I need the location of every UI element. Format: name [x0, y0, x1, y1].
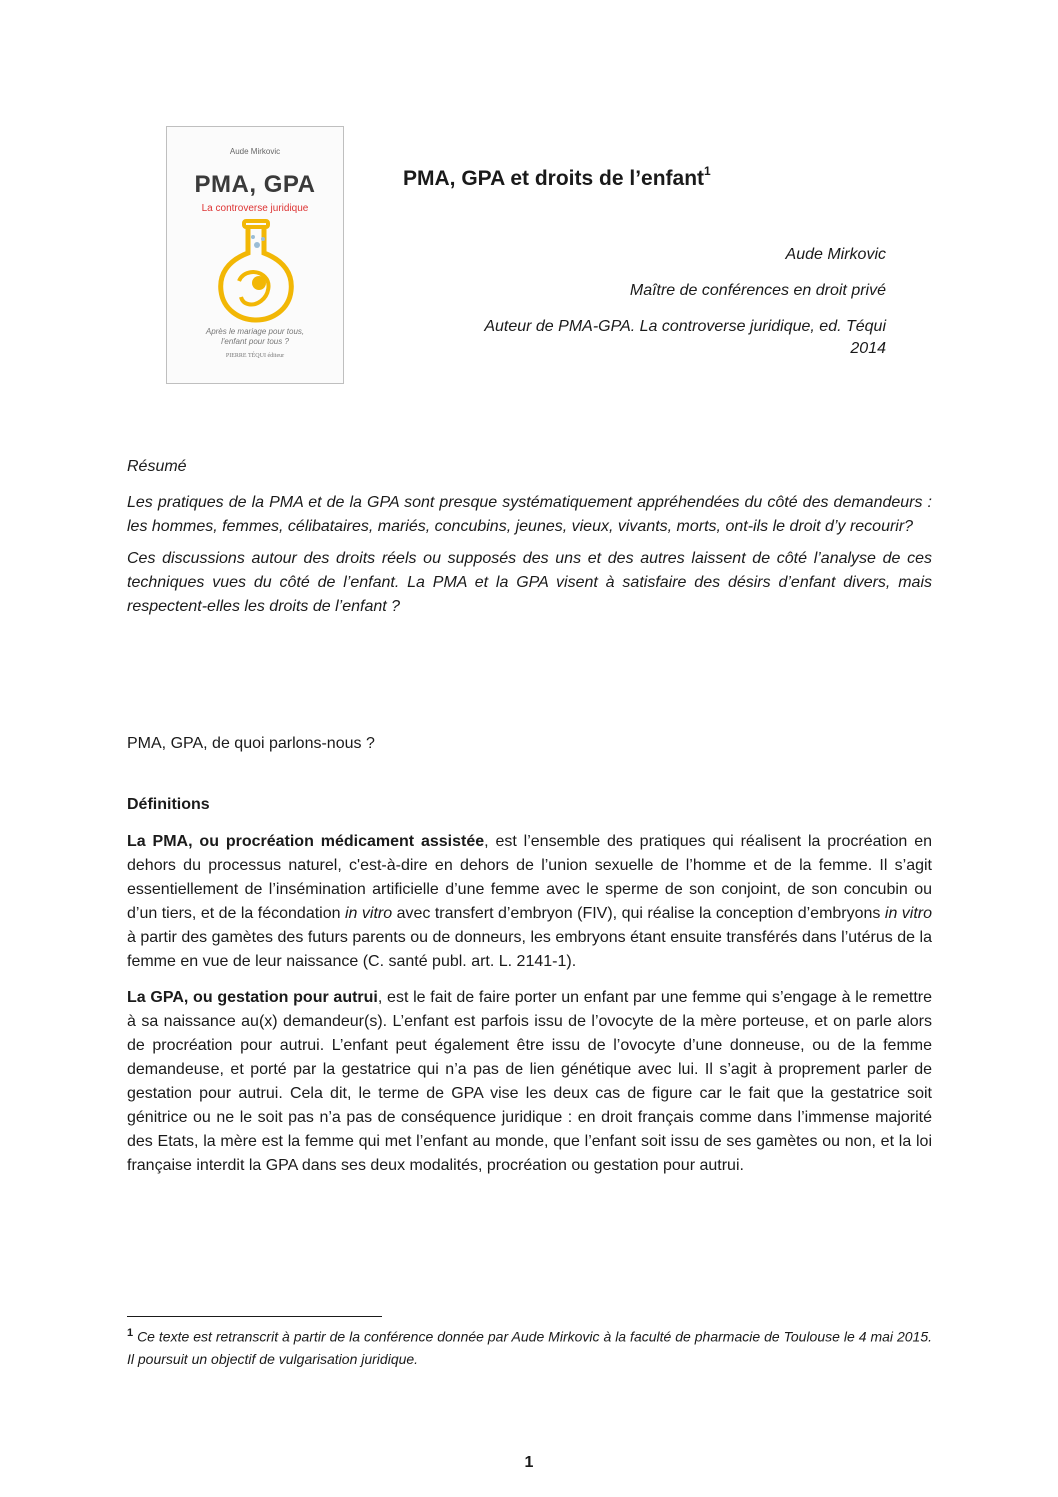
flask-embryo-icon: [217, 219, 295, 323]
pma-term: La PMA, ou procréation médicament assistée: [127, 833, 485, 850]
abstract: [127, 455, 932, 627]
footnote-ref[interactable]: 1: [704, 164, 711, 178]
document-title: PMA, GPA et droits de l’enfant$^1$: [403, 164, 711, 190]
abstract-paragraph: Ces discussions autour des droits réels ou supposés des uns et des autres laissent de côté l’analyse de ces techniques vues du côté de l’enfant. La PMA et la GPA visent à satisfaire des désirs d’enfant divers, mais respectent-elles les droits de l’enfant ?: [127, 550, 932, 615]
gpa-paragraph: La GPA, ou gestation pour autrui, est le fait de faire porter un enfant par une femme qui s’engage à le remettre à sa naissance au(x) demandeur(s). L’enfant est parfois issu de l’ovocyte de la mère porteuse, et on parle alors de procréation pour autrui. L’enfant peut également être issu de l’ovocyte d’une donneuse, ou de la femme demandeuse, et porté par la gestatrice qui n’a pas de lien génétique avec lui. Il s’agit à proprement parler de gestation pour autrui. Cela dit, le terme de GPA vise les deux cas de figure car le fait que la gestatrice soit génitrice ou ne le soit pas n’a pas de conséquence juridique : en droit français comme dans l’immense majorité des Etats, la mère est la femme qui met l’enfant au monde, que l’enfant soit issu de ses gamètes ou non, et la loi française interdit la GPA dans ses deux modalités, procréation ou gestation pour autrui.: [127, 989, 933, 1174]
definitions-heading: Définitions: [127, 796, 210, 813]
cover-title: PMA, GPA: [194, 171, 316, 198]
page-number: 1: [524, 1454, 534, 1471]
section-heading: PMA, GPA, de quoi parlons-nous ?: [127, 735, 375, 752]
abstract-paragraph: Les pratiques de la PMA et de la GPA sont presque systématiquement appréhendées du côté des demandeurs : les hommes, femmes, célibataires, mariés, concubins, jeunes, vieux, vivants, morts, ont-ils le droit d’y recourir?: [127, 494, 932, 535]
abstract-heading: Résumé: [127, 458, 187, 475]
footnote: $^1$ Ce texte est retranscrit à partir de la conférence donnée par Aude Mirkovic à la faculté de pharmacie de Toulouse le 4 mai 2015. Il poursuit un objectif de vulgarisation juridique.: [127, 1327, 932, 1367]
footnote-divider: [127, 1316, 382, 1317]
book-cover: [166, 126, 344, 384]
cover-subtitle: La controverse juridique: [201, 203, 309, 214]
author-position: Maître de conférences en droit privé: [629, 282, 886, 299]
cover-tagline: Après le mariage pour tous, l'enfant pour tous ?: [205, 327, 305, 346]
cover-author: Aude Mirkovic: [229, 147, 281, 156]
body-text: [127, 830, 932, 1190]
author-book-year: 2014: [850, 340, 886, 357]
author-block: [406, 244, 886, 360]
author-name: Aude Mirkovic: [785, 246, 886, 263]
cover-publisher: PIERRE TÉQUI éditeur: [225, 353, 285, 359]
author-book-line: Auteur de PMA-GPA. La controverse juridique, ed. Téqui: [484, 318, 886, 335]
footnote-number: 1: [127, 1327, 134, 1339]
pma-paragraph: La PMA, ou procréation médicament assistée, est l’ensemble des pratiques qui réalisent la procréation en dehors du processus naturel, c'est-à-dire en dehors de l’union sexuelle de l’homme et de la femme. Il s’agit essentiellement de l’insémination artificielle d’une femme avec le sperme de son conjoint, de son concubin ou d’un tiers, et de la fécondation in vitro avec transfert d’embryon (FIV), qui réalise la conception d’embryons in vitro à partir des gamètes des futurs parents ou de donneurs, les embryons étant ensuite transférés dans l’utérus de la femme en vue de leur naissance (C. santé publ. art. L. 2141-1).: [127, 833, 933, 970]
gpa-term: La GPA, ou gestation pour autrui: [127, 989, 378, 1006]
